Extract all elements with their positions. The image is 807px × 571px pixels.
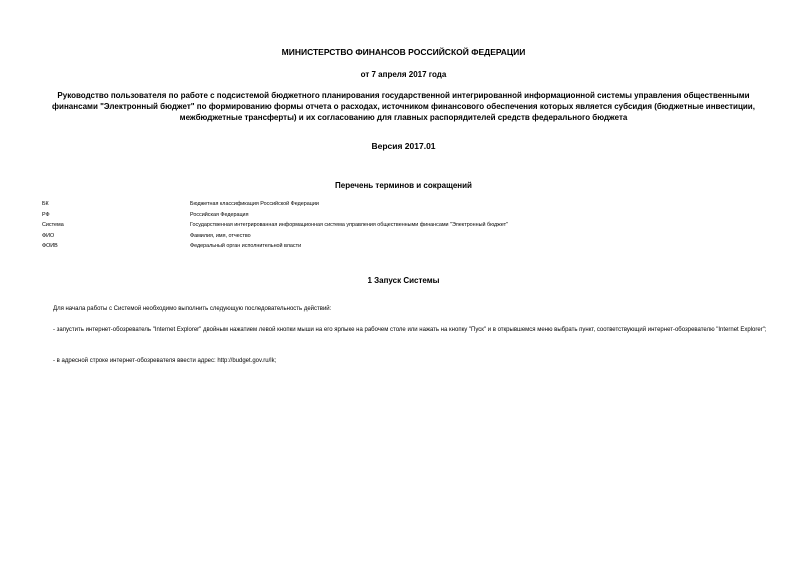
term-abbr: ФИО bbox=[42, 232, 55, 239]
paragraph-step-address: - в адресной строке интернет-обозревателя ввести адрес: http://budget.gov.ru/lk; bbox=[53, 358, 277, 364]
document-date: от 7 апреля 2017 года bbox=[360, 70, 447, 79]
term-abbr: Система bbox=[42, 222, 64, 229]
term-definition: Фамилия, имя, отчество bbox=[190, 232, 251, 239]
paragraph-step-launch: - запустить интернет-обозреватель "Internet Explorer" двойным нажатием левой кнопки мыши на его ярлыке на рабочем столе или нажать на кнопку "Пуск" и в открывшемся меню выбрать пункт, соответствующий интернет-обозревателю "Internet Explorer"; bbox=[53, 327, 767, 333]
paragraph-intro: Для начала работы с Системой необходимо выполнить следующую последовательность действий: bbox=[53, 306, 332, 312]
term-definition: Бюджетная классификация Российской Федерации bbox=[190, 201, 319, 207]
term-abbr: ФОИВ bbox=[42, 243, 58, 250]
term-definition: Федеральный орган исполнительной власти bbox=[190, 243, 302, 250]
document-version: Версия 2017.01 bbox=[371, 141, 436, 151]
section-heading: 1 Запуск Системы bbox=[367, 276, 440, 285]
ministry-heading: МИНИСТЕРСТВО ФИНАНСОВ РОССИЙСКОЙ ФЕДЕРАЦИИ bbox=[281, 47, 526, 57]
term-definition: Государственная интегрированная информационная система управления общественными финансами "Электронный бюджет" bbox=[190, 222, 508, 229]
document-title: Руководство пользователя по работе с подсистемой бюджетного планирования государственной интегрированной информационной системы управления общественными финансами "Электронный бюджет" по формированию формы отчета о расходах, источником финансового обеспечения которых является субсидия (бюджетные инвестиции, межбюджетные трансферты) и их согласованию для главных распорядителей средств федерального бюджета bbox=[52, 91, 755, 122]
term-abbr: БК bbox=[42, 201, 49, 207]
terms-heading: Перечень терминов и сокращений bbox=[335, 181, 472, 190]
term-definition: Российская Федерация bbox=[190, 211, 249, 218]
term-abbr: РФ bbox=[42, 211, 50, 218]
